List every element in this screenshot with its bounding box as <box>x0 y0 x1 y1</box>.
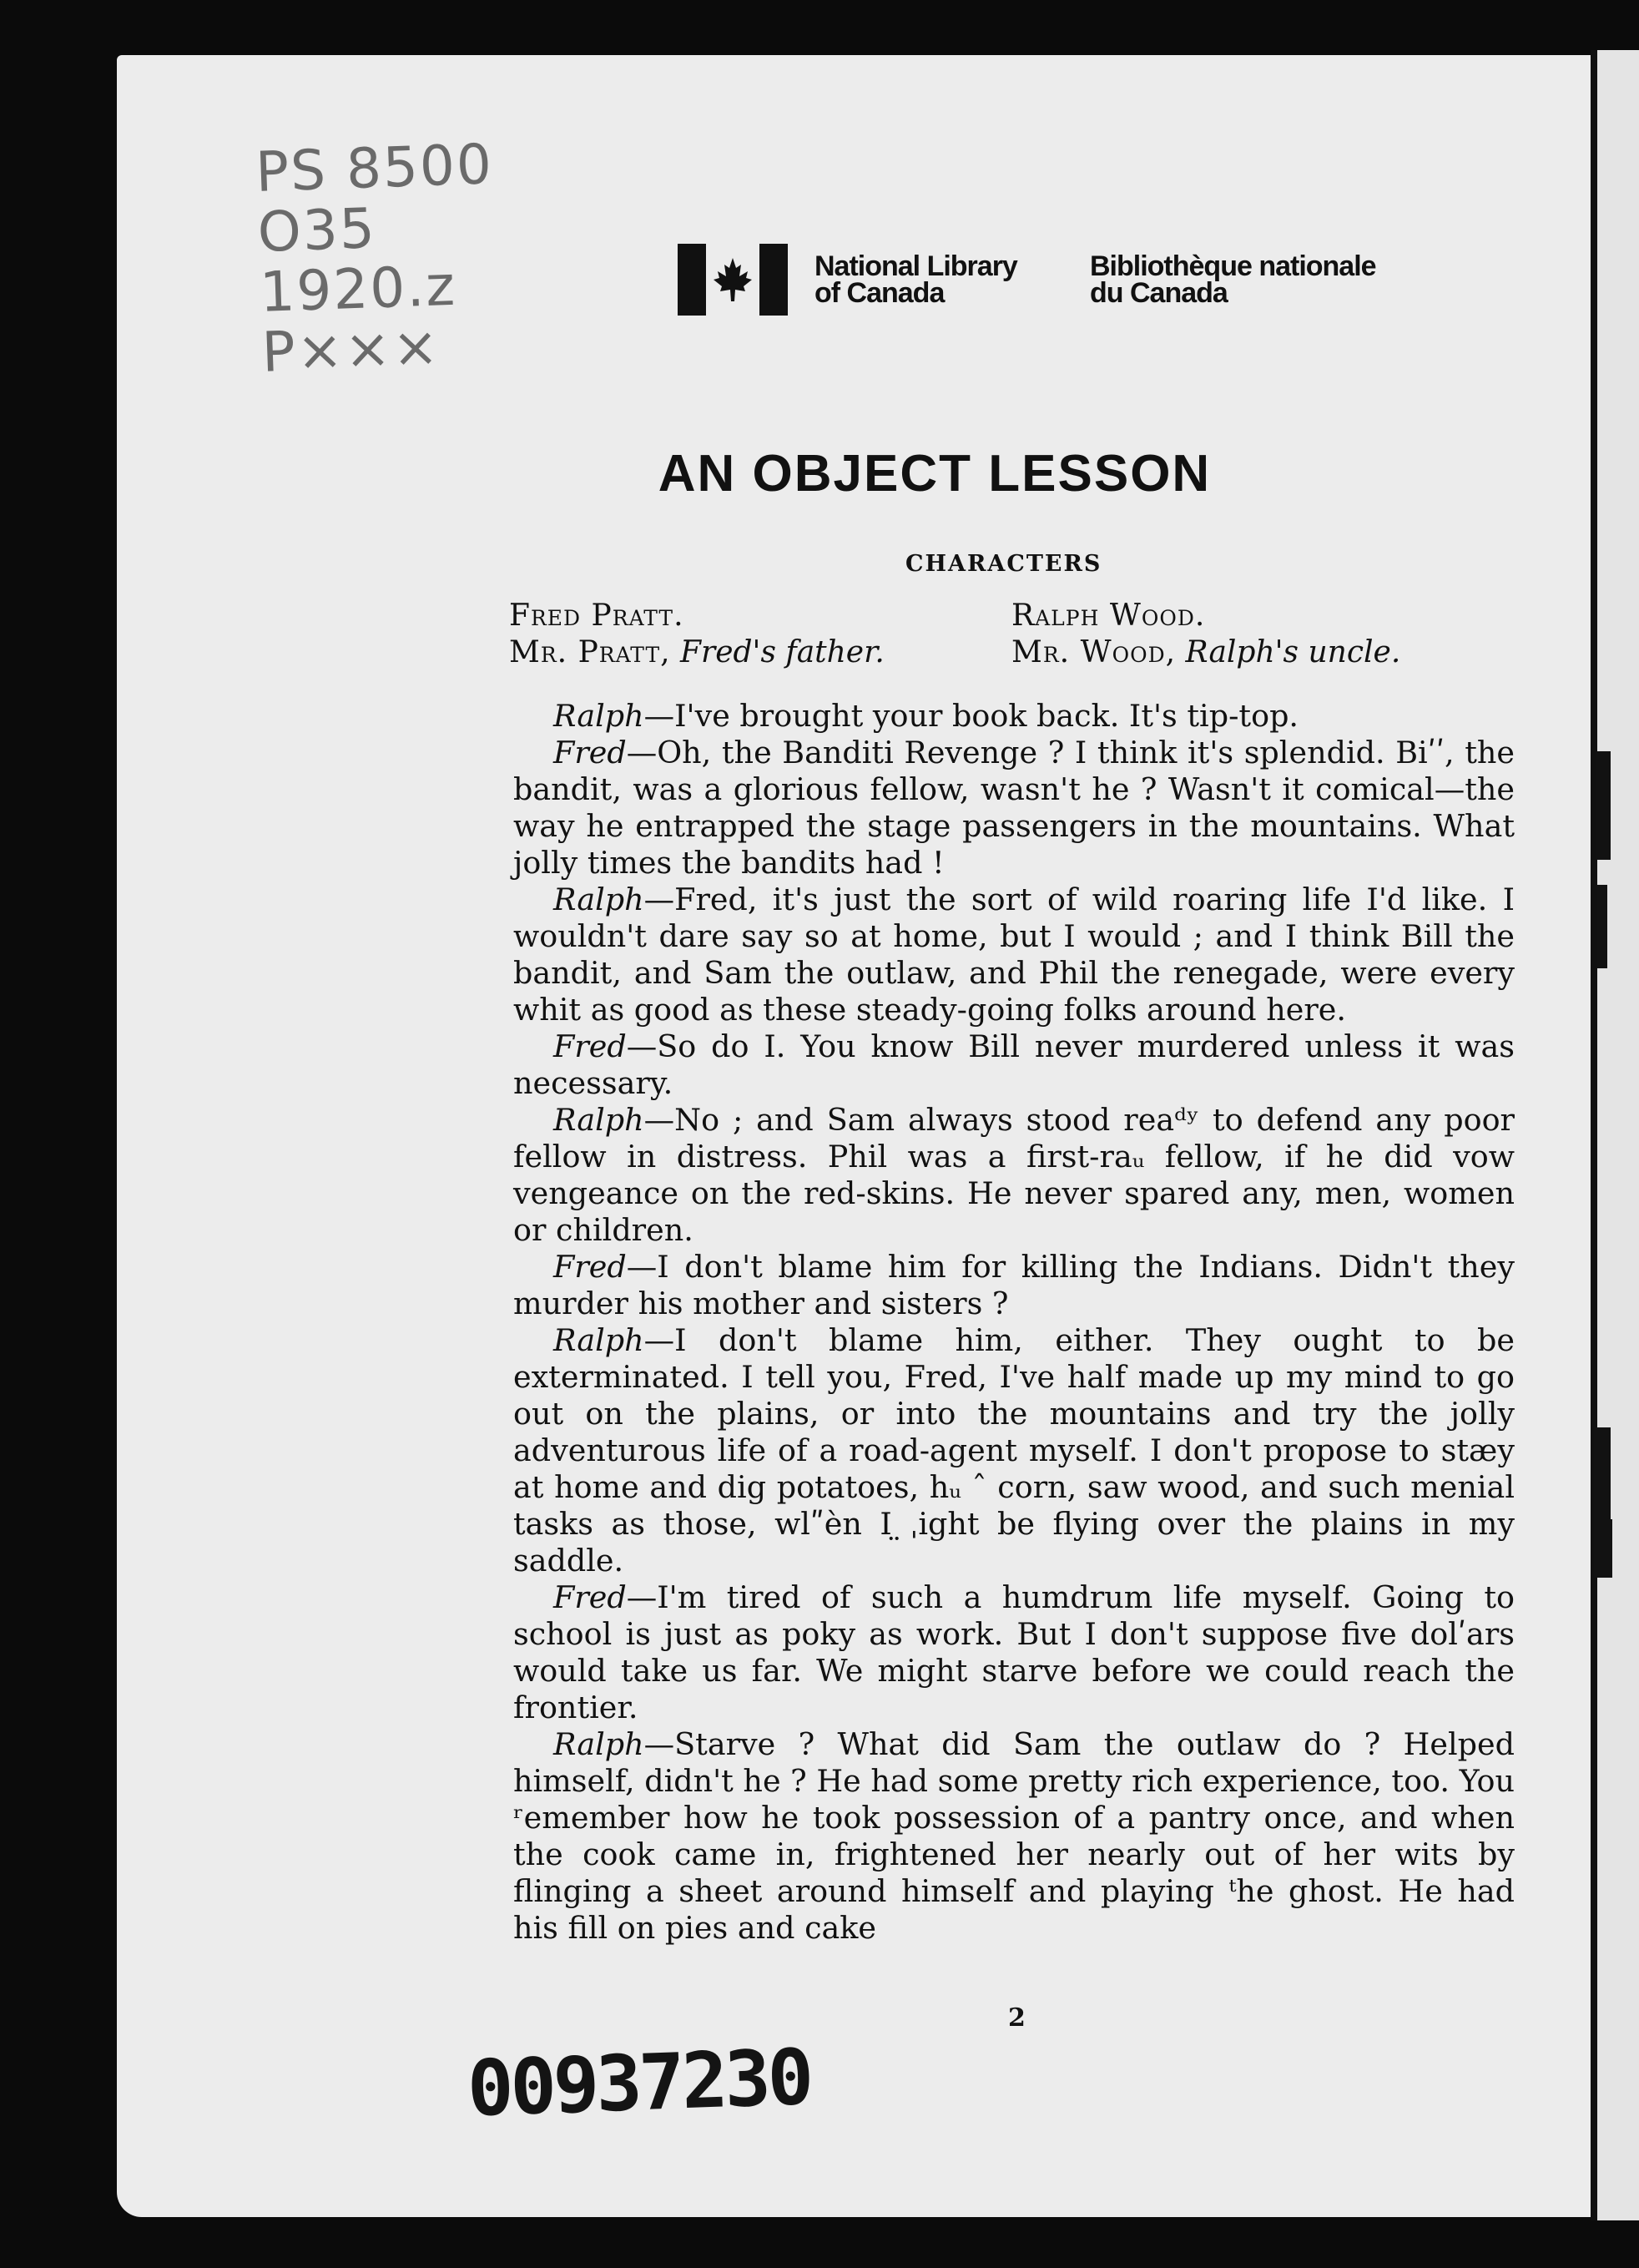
cast-name: Mr. Pratt, <box>509 635 671 669</box>
dialogue-paragraph <box>513 698 1515 735</box>
dialogue-text: —I don't blame him, either. They ought to be exterminated. I tell you, Fred, I've half made up my mind to go out on the plains, or into the mountains and try the jolly adventurous life of a road-agent myself. I don't propose to stæy at home and dig potatoes, hᵤ ˆ corn, saw wood, and such menial tasks as those, wlʺèn I ̤ˌight be flying over the plains in my saddle. <box>513 1322 1515 1579</box>
stamped-accession-number: 00937230 <box>466 2032 812 2134</box>
call-number-line: 1920.z <box>258 253 458 325</box>
speaker-name: Fred <box>553 1028 627 1064</box>
speaker-name: Fred <box>553 735 627 770</box>
speaker-name: Fred <box>553 1249 627 1285</box>
dialogue-text: —Starve ? What did Sam the outlaw do ? Helped himself, didn't he ? He had some pretty rich experience, too. You ʳemember how he took possession of a pantry once, and when the cook came in, frightened her nearly out of her wits by flinging a sheet around himself and playing ᵗhe ghost. He had his fill on pies and cake <box>513 1726 1515 1946</box>
library-name-english: National Library of Canada <box>814 250 1017 309</box>
dialogue-text: —Fred, it's just the sort of wild roaring life I'd like. I wouldn't dare say so at home, but I would ; and I think Bill the bandit, and Sam the outlaw, and Phil the renegade, were every whit as good as these steady-going folks around here. <box>513 881 1515 1028</box>
speaker-name: Ralph <box>553 1102 644 1138</box>
call-number-line: PS 8500 <box>254 132 495 205</box>
dialogue-paragraph <box>513 1249 1515 1322</box>
dialogue-paragraph <box>513 1322 1515 1579</box>
dialogue-paragraph <box>513 1579 1515 1726</box>
library-names <box>814 250 1376 309</box>
canada-flag-icon <box>678 244 788 316</box>
speaker-name: Fred <box>553 1579 627 1615</box>
cast-list-left <box>509 598 885 671</box>
page-number: 2 <box>1008 2003 1026 2033</box>
dialogue-text: —No ; and Sam always stood reaᵈʸ to defend any poor fellow in distress. Phil was a first-raᵤ fellow, if he did vow vengeance on the red-skins. He never spared any, men, women or children. <box>513 1102 1515 1248</box>
library-header <box>678 242 1376 317</box>
dialogue-text: —I've brought your book back. It's tip-top. <box>643 698 1299 734</box>
cast-role: Fred's father. <box>680 635 885 669</box>
page-title: AN OBJECT LESSON <box>658 445 1212 503</box>
library-name-french: Bibliothèque nationale du Canada <box>1090 250 1376 309</box>
dialogue-body <box>513 698 1515 1947</box>
facing-page-edge <box>1597 50 1639 2220</box>
speaker-name: Ralph <box>553 1726 644 1762</box>
document-page <box>117 55 1611 2217</box>
dialogue-text: —Oh, the Banditi Revenge ? I think it's splendid. Biʹʹ, the bandit, was a glorious fellow, wasn't he ? Wasn't it comical—the way he entrapped the stage passengers in the mountains. What jolly times the bandits had ! <box>513 735 1515 881</box>
cast-name: Mr. Wood, <box>1011 635 1177 669</box>
cast-name: Fred Pratt. <box>509 599 684 633</box>
call-number-line: O35 <box>256 196 378 265</box>
speaker-name: Ralph <box>553 698 644 734</box>
call-number-line: P××× <box>260 314 441 385</box>
dialogue-paragraph <box>513 881 1515 1028</box>
characters-heading: CHARACTERS <box>905 551 1102 577</box>
dialogue-paragraph <box>513 1028 1515 1102</box>
dialogue-paragraph <box>513 1726 1515 1947</box>
cast-list-right <box>1011 598 1400 671</box>
cast-role: Ralph's uncle. <box>1185 635 1401 669</box>
dialogue-text: —So do I. You know Bill never murdered unless it was necessary. <box>513 1028 1515 1101</box>
speaker-name: Ralph <box>553 1322 644 1358</box>
speaker-name: Ralph <box>553 881 644 917</box>
dialogue-text: —I don't blame him for killing the Indians. Didn't they murder his mother and sisters ? <box>513 1249 1515 1321</box>
handwritten-call-number <box>255 134 501 383</box>
dialogue-paragraph <box>513 735 1515 881</box>
dialogue-paragraph <box>513 1102 1515 1249</box>
cast-name: Ralph Wood. <box>1011 599 1206 633</box>
dialogue-text: —I'm tired of such a humdrum life myself. Going to school is just as poky as work. But I don't suppose five dolʹars would take us far. We might starve before we could reach the frontier. <box>513 1579 1515 1725</box>
